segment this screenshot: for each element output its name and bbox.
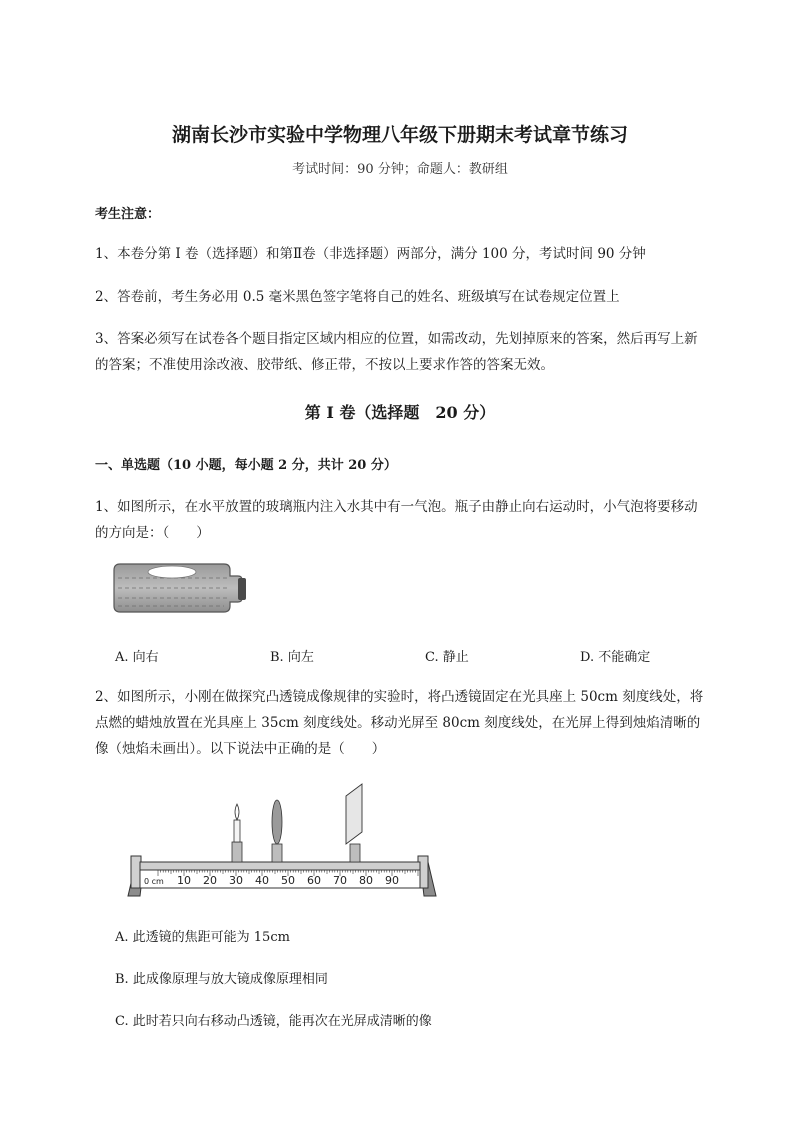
candle (232, 804, 242, 862)
scale-zero-label: 0 cm (144, 877, 164, 886)
q2-option-b[interactable]: B. 此成像原理与放大镜成像原理相同 (115, 972, 328, 987)
section-title: 第 I 卷（选择题 20 分） (304, 403, 496, 422)
notice-item-2: 2、答卷前，考生务必用 0.5 毫米黑色签字笔将自己的姓名、班级填写在试卷规定位置上 (95, 289, 620, 305)
q2-option-a[interactable]: A. 此透镜的焦距可能为 15cm (115, 930, 290, 945)
air-bubble-icon (148, 566, 196, 578)
optical-bench-figure (118, 778, 448, 902)
scale-tick-label: 10 (177, 874, 191, 887)
light-screen (346, 784, 362, 862)
q1-option-c[interactable]: C. 静止 (425, 650, 469, 665)
q1-option-d[interactable]: D. 不能确定 (580, 650, 651, 665)
screen-icon (346, 784, 362, 844)
q1-option-b[interactable]: B. 向左 (270, 650, 314, 665)
notice-heading: 考生注意： (95, 207, 161, 222)
scale-tick-label: 50 (281, 874, 295, 887)
scale-tick-label: 40 (255, 874, 269, 887)
question-1-stem: 1、如图所示，在水平放置的玻璃瓶内注入水其中有一气泡。瓶子由静止向右运动时，小气泡将要移动的方向是：（ ） (95, 499, 698, 541)
scale-tick-label: 60 (307, 874, 321, 887)
flame-icon (235, 804, 239, 820)
bench-rail (140, 862, 420, 870)
page-title: 湖南长沙市实验中学物理八年级下册期末考试章节练习 (171, 124, 628, 146)
notice-item-1: 1、本卷分第 I 卷（选择题）和第Ⅱ卷（非选择题）两部分，满分 100 分，考试时间 90 分钟 (95, 246, 646, 262)
q1-option-a[interactable]: A. 向右 (115, 650, 159, 665)
lens-icon (272, 800, 282, 844)
exam-info: 考试时间：90 分钟；命题人：教研组 (292, 162, 508, 177)
scale-tick-label: 80 (359, 874, 373, 887)
scale-tick-label: 70 (333, 874, 347, 887)
notice-item-3: 3、答案必须写在试卷各个题目指定区域内相应的位置，如需改动，先划掉原来的答案，然后再写上新的答案；不准使用涂改液、胶带纸、修正带，不按以上要求作答的答案无效。 (95, 331, 698, 373)
question-type-heading: 一、单选题（10 小题，每小题 2 分，共计 20 分） (95, 458, 397, 473)
glass-bottle-figure (112, 560, 252, 616)
question-2-stem: 2、如图所示，小刚在做探究凸透镜成像规律的实验时，将凸透镜固定在光具座上 50cm 刻度线处，将点燃的蜡烛放置在光具座上 35cm 刻度线处。移动光屏至 80cm 刻度线处，在光屏上得到烛焰清晰的像（烛焰未画出）。以下说法中正确的是（ ） (95, 689, 704, 757)
scale-tick-label: 90 (385, 874, 399, 887)
convex-lens (272, 800, 282, 862)
scale-tick-label: 30 (229, 874, 243, 887)
q2-option-c[interactable]: C. 此时若只向右移动凸透镜，能再次在光屏成清晰的像 (115, 1014, 432, 1029)
scale-tick-label: 20 (203, 874, 217, 887)
